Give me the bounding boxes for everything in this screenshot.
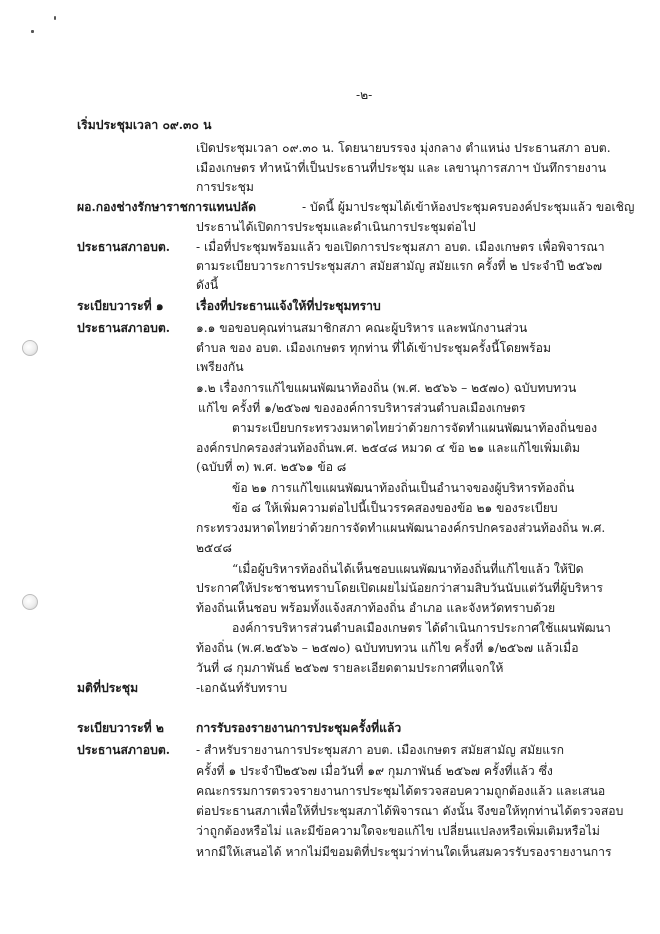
body-line: ต่อประธานสภาเพื่อให้ที่ประชุมสภาได้พิจารณา ดังนั้น จึงขอให้ทุกท่านได้ตรวจสอบ (196, 804, 624, 818)
body-line: ข้อ ๒๑ การแก้ไขแผนพัฒนาท้องถิ่นเป็นอำนาจของผู้บริหารท้องถิ่น (232, 481, 575, 495)
body-line: - สำหรับรายงานการประชุมสภา อบต. เมืองเกษตร สมัยสามัญ สมัยแรก (196, 743, 565, 757)
body-line: ๑.๑ ขอขอบคุณท่านสมาชิกสภา คณะผู้บริหาร และพนักงานส่วน (196, 321, 528, 335)
body-line: ท้องถิ่น (พ.ศ.๒๕๖๖ – ๒๕๗๐) ฉบับทบทวน แก้ไข ครั้งที่ ๑/๒๕๖๗ แล้วเมื่อ (196, 641, 579, 655)
body-line: คณะกรรมการตรวจรายงานการประชุมได้ตรวจสอบความถูกต้องแล้ว และเสนอ (196, 784, 606, 798)
body-line: ตามระเบียบวาระการประชุมสภา สมัยสามัญ สมัยแรก ครั้งที่ ๒ ประจำปี ๒๕๖๗ (196, 259, 603, 273)
body-line: ประธานได้เปิดการประชุมและดำเนินการประชุมต่อไป (196, 220, 476, 234)
speaker-label: ผอ.กองช่างรักษาราชการแทนปลัด (77, 200, 256, 214)
speaker-label: ประธานสภาอบต. (77, 240, 170, 254)
body-line: ดังนี้ (196, 278, 219, 292)
speaker-label: ประธานสภาอบต. (77, 743, 170, 757)
body-line: เปิดประชุมเวลา ๐๙.๓๐ น. โดยนายบรรจง มุ่งกลาง ตำแหน่ง ประธานสภา อบต. (196, 141, 611, 155)
meeting-start-heading: เริ่มประชุมเวลา ๐๙.๓๐ น (77, 118, 212, 132)
body-line: ท้องถิ่นเห็นชอบ พร้อมทั้งแจ้งสภาท้องถิ่น อำเภอ และจังหวัดทราบด้วย (196, 601, 556, 615)
punch-hole-bottom (22, 594, 38, 610)
body-line: ตำบล ของ อบต. เมืองเกษตร ทุกท่าน ที่ได้เข้าประชุมครั้งนี้โดยพร้อม (196, 341, 551, 355)
agenda-label: ระเบียบวาระที่ ๒ (77, 721, 164, 735)
body-line: ว่าถูกต้องหรือไม่ และมีข้อความใดจะขอแก้ไข เปลี่ยนแปลงหรือเพิ่มเติมหรือไม่ (196, 824, 600, 838)
body-line: แก้ไข ครั้งที่ ๑/๒๕๖๗ ขององค์การบริหารส่วนตำบลเมืองเกษตร (198, 401, 526, 415)
body-line: ตามระเบียบกระทรวงมหาดไทยว่าด้วยการจัดทำแผนพัฒนาท้องถิ่นของ (232, 421, 598, 435)
body-line: “เมื่อผู้บริหารท้องถิ่นได้เห็นชอบแผนพัฒนาท้องถิ่นที่แก้ไขแล้ว ให้ปิด (232, 562, 584, 576)
resolution-label: มติที่ประชุม (77, 681, 139, 695)
scan-speck (54, 16, 56, 20)
body-line: ๒๕๔๘ (196, 541, 232, 555)
body-line: การประชุม (196, 180, 254, 194)
body-line: ๑.๒ เรื่องการแก้ไขแผนพัฒนาท้องถิ่น (พ.ศ. ๒๕๖๖ – ๒๕๗๐) ฉบับทบทวน (196, 381, 577, 395)
resolution-text: -เอกฉันท์รับทราบ (196, 681, 288, 695)
page-number: -๒- (356, 88, 373, 102)
agenda-title: เรื่องที่ประธานแจ้งให้ที่ประชุมทราบ (196, 299, 381, 313)
body-line: ครั้งที่ ๑ ประจำปี๒๕๖๗ เมื่อวันที่ ๑๙ กุมภาพันธ์ ๒๕๖๗ ครั้งที่แล้ว ซึ่ง (196, 764, 553, 778)
body-line: - บัดนี้ ผู้มาประชุมได้เข้าห้องประชุมครบองค์ประชุมแล้ว ขอเชิญ (302, 200, 635, 214)
body-line: หากมีให้เสนอได้ หากไม่มีขอมติที่ประชุมว่าท่านใดเห็นสมควรรับรองรายงานการ (196, 845, 612, 859)
agenda-label: ระเบียบวาระที่ ๑ (77, 299, 164, 313)
body-line: - เมื่อที่ประชุมพร้อมแล้ว ขอเปิดการประชุมสภา อบต. เมืองเกษตร เพื่อพิจารณา (196, 240, 605, 254)
body-line: องค์การบริหารส่วนตำบลเมืองเกษตร ได้ดำเนินการประกาศใช้แผนพัฒนา (232, 621, 611, 635)
body-line: ข้อ ๘ ให้เพิ่มความต่อไปนี้เป็นวรรคสองของข้อ ๒๑ ของระเบียบ (232, 501, 558, 515)
scan-speck (31, 30, 34, 33)
body-line: วันที่ ๘ กุมภาพันธ์ ๒๕๖๗ รายละเอียดตามประกาศที่แจกให้ (196, 661, 504, 675)
body-line: กระทรวงมหาดไทยว่าด้วยการจัดทำแผนพัฒนาองค์กรปกครองส่วนท้องถิ่น พ.ศ. (196, 521, 606, 535)
speaker-label: ประธานสภาอบต. (77, 321, 170, 335)
body-line: เพรียงกัน (196, 360, 244, 374)
body-line: (ฉบับที่ ๓) พ.ศ. ๒๕๖๑ ข้อ ๘ (196, 460, 347, 474)
agenda-title: การรับรองรายงานการประชุมครั้งที่แล้ว (196, 721, 402, 735)
body-line: องค์กรปกครองส่วนท้องถิ่นพ.ศ. ๒๕๔๘ หมวด ๔ ข้อ ๒๑ และแก้ไขเพิ่มเติม (196, 441, 581, 455)
body-line: เมืองเกษตร ทำหน้าที่เป็นประธานที่ประชุม และ เลขานุการสภาฯ บันทึกรายงาน (196, 161, 607, 175)
punch-hole-top (22, 340, 38, 356)
body-line: ประกาศให้ประชาชนทราบโดยเปิดเผยไม่น้อยกว่าสามสิบวันนับแต่วันที่ผู้บริหาร (196, 581, 603, 595)
